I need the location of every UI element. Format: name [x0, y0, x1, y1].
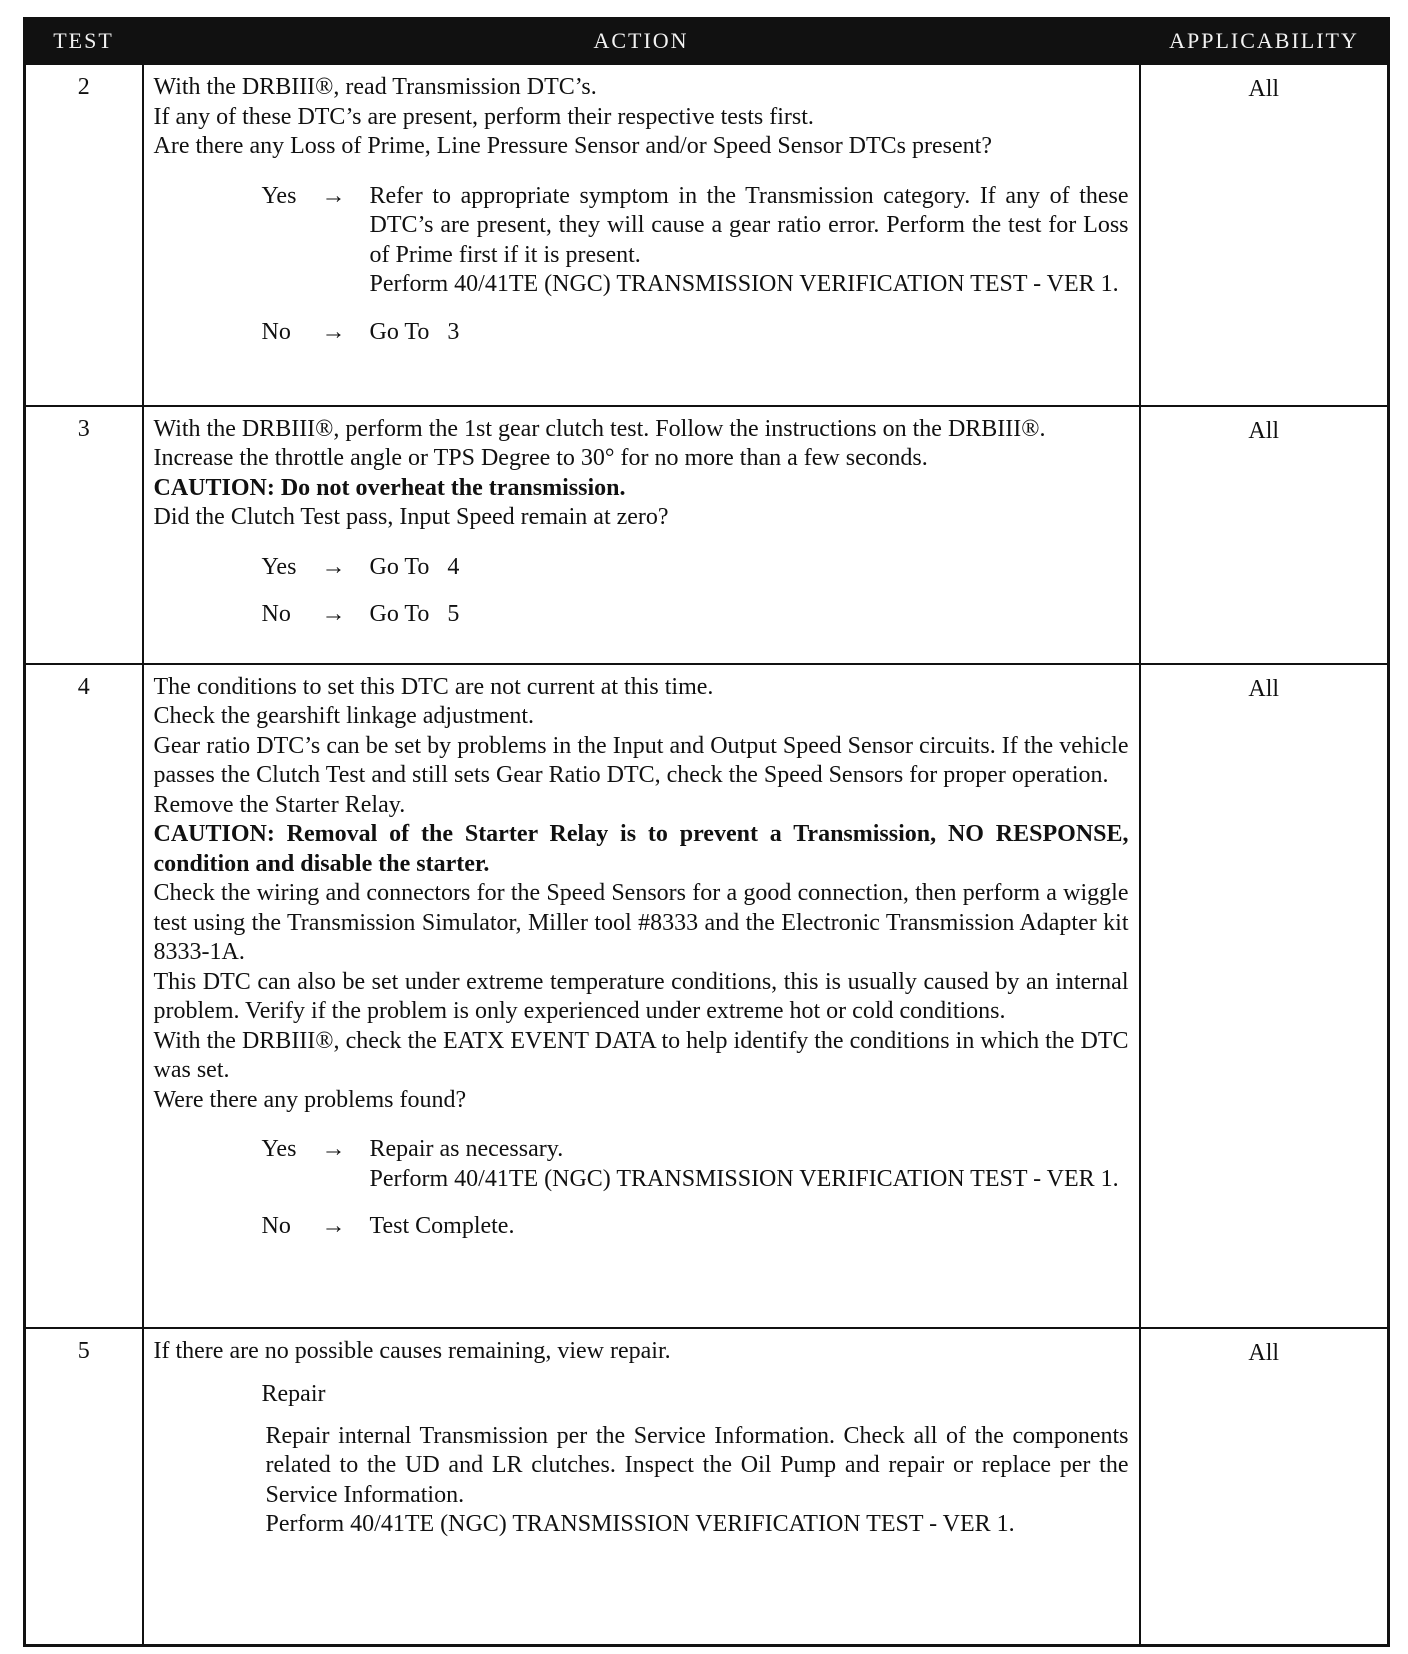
- action-question: Were there any problems found?: [153, 1086, 467, 1113]
- answer-text: Refer to appropriate symptom in the Transmission category. If any of these DTC’s are present, they will cause a gear ratio error. Perform the test for Loss of Prime first if it is present.: [369, 182, 1129, 268]
- test-number: 5: [25, 1328, 143, 1646]
- header-test: TEST: [25, 19, 143, 64]
- answer-label: Yes: [261, 182, 297, 209]
- answer-text: Repair as necessary.: [369, 1136, 564, 1162]
- arrow-right-icon: →: [321, 318, 346, 345]
- action-line: Check the gearshift linkage adjustment.: [153, 703, 535, 729]
- answer-text: Go To 4: [369, 553, 460, 580]
- arrow-right-icon: →: [321, 1136, 346, 1162]
- answer-yes: [262, 553, 1129, 583]
- header-applicability: APPLICABILITY: [1140, 19, 1389, 64]
- answer-label: No: [261, 601, 291, 627]
- arrow-right-icon: →: [321, 1213, 346, 1239]
- answer-label: No: [261, 1213, 291, 1239]
- answer-text: Test Complete.: [369, 1213, 515, 1239]
- answer-text: Go To 5: [369, 601, 460, 627]
- answer-text: Go To 3: [369, 318, 460, 345]
- answer-no: [262, 600, 1129, 630]
- table-header-row: [25, 19, 1389, 64]
- test-number: 4: [25, 664, 143, 1328]
- repair-text: Repair internal Transmission per the Service Information. Check all of the components related to the UD and LR clutches. Inspect the Oil Pump and repair or replace per the Service Information.: [265, 1422, 1129, 1508]
- applicability-value: All: [1140, 64, 1389, 406]
- answer-text: Perform 40/41TE (NGC) TRANSMISSION VERIFICATION TEST - VER 1.: [369, 271, 1119, 297]
- table-row: [25, 664, 1389, 1328]
- action-line: If any of these DTC’s are present, perform their respective tests first.: [153, 103, 814, 130]
- repair-instructions: [266, 1422, 1129, 1540]
- caution-text: CAUTION: Removal of the Starter Relay is to prevent a Transmission, NO RESPONSE, condition and disable the starter.: [153, 821, 1129, 877]
- applicability-value: All: [1140, 406, 1389, 664]
- diagnostic-test-table: [23, 17, 1387, 1647]
- answer-yes: [262, 182, 1129, 300]
- arrow-right-icon: →: [321, 182, 346, 209]
- test-number: 2: [25, 64, 143, 406]
- action-line: Remove the Starter Relay.: [153, 791, 406, 818]
- action-cell: [143, 1328, 1140, 1646]
- header-action: ACTION: [143, 19, 1140, 64]
- action-cell: [143, 664, 1140, 1328]
- action-line: Check the wiring and connectors for the Speed Sensors for a good connection, then perform a wiggle test using the Transmission Simulator, Miller tool #8333 and the Electronic Transmission Adapter kit 8333-1A.: [153, 880, 1129, 965]
- test-table: [23, 17, 1390, 1647]
- answer-options: [262, 1135, 1129, 1242]
- action-line: Increase the throttle angle or TPS Degree to 30° for no more than a few seconds.: [153, 445, 928, 471]
- action-cell: [143, 64, 1140, 406]
- applicability-value: All: [1140, 664, 1389, 1328]
- repair-label: Repair: [261, 1381, 326, 1407]
- answer-options: [262, 553, 1129, 630]
- answer-options: [262, 182, 1129, 348]
- action-question: Did the Clutch Test pass, Input Speed remain at zero?: [153, 504, 669, 530]
- action-line: With the DRBIII®, perform the 1st gear clutch test. Follow the instructions on the DRBIII®.: [153, 415, 1046, 442]
- answer-no: [262, 1212, 1129, 1242]
- arrow-right-icon: →: [321, 601, 346, 627]
- repair-text: Perform 40/41TE (NGC) TRANSMISSION VERIFICATION TEST - VER 1.: [265, 1511, 1015, 1537]
- action-line: The conditions to set this DTC are not current at this time.: [153, 673, 714, 700]
- answer-no: [262, 318, 1129, 348]
- action-cell: [143, 406, 1140, 664]
- action-line: This DTC can also be set under extreme temperature conditions, this is usually caused by an internal problem. Verify if the problem is only experienced under extreme hot or cold conditions.: [153, 968, 1129, 1024]
- answer-yes: [262, 1135, 1129, 1194]
- action-line: If there are no possible causes remaining, view repair.: [153, 1337, 671, 1364]
- action-line: With the DRBIII®, read Transmission DTC’s.: [153, 74, 597, 100]
- answer-label: Yes: [261, 553, 297, 580]
- test-number: 3: [25, 406, 143, 664]
- arrow-right-icon: →: [321, 553, 346, 580]
- table-row: [25, 406, 1389, 664]
- table-row: [25, 64, 1389, 406]
- action-line: Are there any Loss of Prime, Line Pressure Sensor and/or Speed Sensor DTCs present?: [153, 133, 992, 159]
- caution-text: CAUTION: Do not overheat the transmission.: [153, 474, 626, 501]
- applicability-value: All: [1140, 1328, 1389, 1646]
- table-row: [25, 1328, 1389, 1646]
- action-line: With the DRBIII®, check the EATX EVENT DATA to help identify the conditions in which the DTC was set.: [153, 1027, 1129, 1083]
- answer-label: Yes: [261, 1136, 297, 1162]
- answer-text: Perform 40/41TE (NGC) TRANSMISSION VERIFICATION TEST - VER 1.: [369, 1165, 1119, 1192]
- answer-label: No: [261, 318, 291, 345]
- action-line: Gear ratio DTC’s can be set by problems in the Input and Output Speed Sensor circuits. If the vehicle passes the Clutch Test and still sets Gear Ratio DTC, check the Speed Sensors for proper operation.: [153, 732, 1129, 788]
